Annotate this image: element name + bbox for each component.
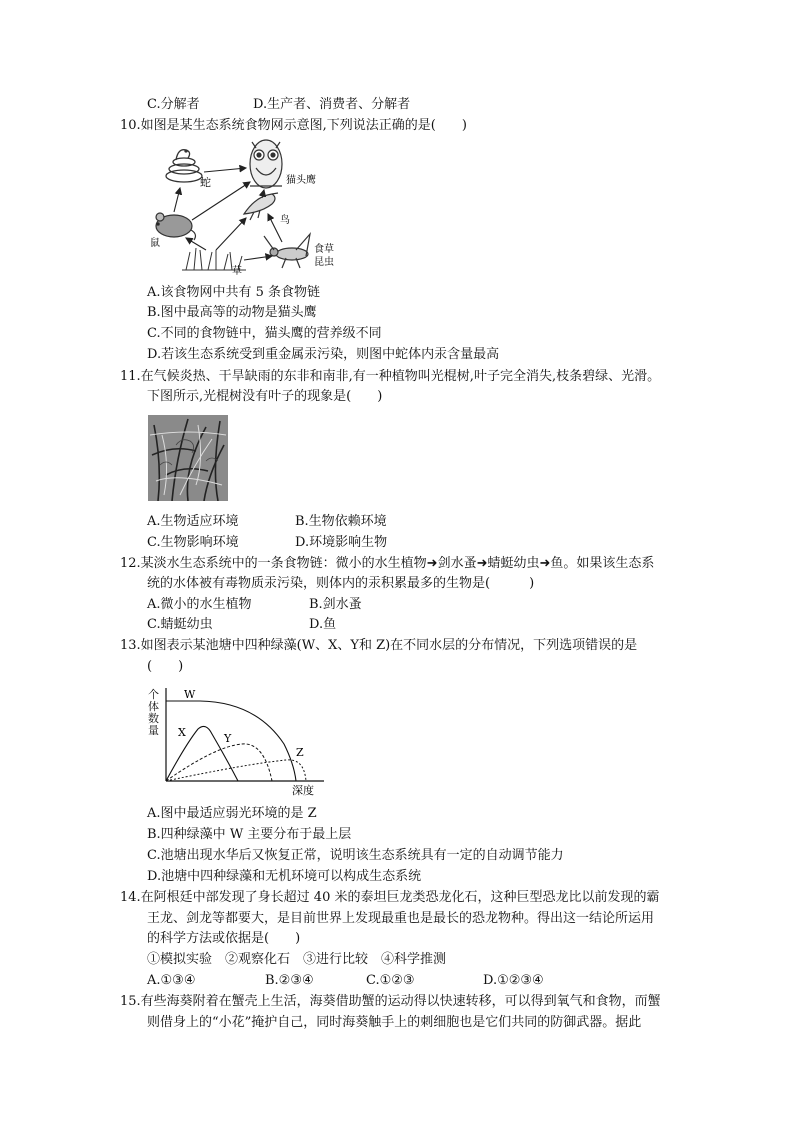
insect-label-2: 昆虫 — [314, 257, 334, 268]
q10-option-c: C.不同的食物链中，猫头鹰的营养级不同 — [147, 326, 382, 341]
q13-option-c: C.池塘出现水华后又恢复正常，说明该生态系统具有一定的自动调节能力 — [147, 848, 564, 863]
q11-stem-line1: 11.在气候炎热、干旱缺雨的东非和南非,有一种植物叫光棍树,叶子完全消失,枝条碧绿、光滑。 — [120, 369, 661, 384]
curve-label-y: Y — [224, 732, 232, 745]
q12-option-b: B.剑水蚤 — [309, 597, 362, 612]
q13-stem-line2: ( ) — [147, 659, 184, 674]
ylabel-char-4: 量 — [148, 724, 159, 737]
owl-label: 猫头鹰 — [286, 175, 316, 186]
q14-stem-line3: 的科学方法或依据是( ) — [147, 931, 301, 946]
arrow-mouse-snake — [174, 188, 180, 212]
q14-stem-line1: 14.在阿根廷中部发现了身长超过 40 米的泰坦巨龙类恐龙化石，这种巨型恐龙比以前发现的霸 — [120, 890, 660, 905]
q12-option-a: A.微小的水生植物 — [147, 597, 252, 612]
q12-option-d: D.鱼 — [309, 617, 337, 632]
q9-option-d: D.生产者、消费者、分解者 — [253, 97, 411, 112]
q13-option-d: D.池塘中四种绿藻和无机环境可以构成生态系统 — [147, 869, 422, 884]
bird-label: 鸟 — [280, 215, 290, 226]
ylabel-char-3: 数 — [148, 712, 159, 725]
mouse-icon — [156, 213, 195, 240]
snake-label: 蛇 — [200, 176, 211, 189]
ylabel-char-2: 体 — [148, 700, 159, 713]
arrow-grass-insect — [244, 256, 272, 260]
q14-items: ①模拟实验 ②观察化石 ③进行比较 ④科学推测 — [147, 952, 447, 967]
q15-stem-line2: 则借身上的“小花”掩护自己，同时海葵触手上的刺细胞也是它们共同的防御武器。据此 — [147, 1015, 642, 1030]
bird-icon — [244, 193, 278, 220]
q10-option-b: B.图中最高等的动物是猫头鹰 — [147, 305, 317, 320]
insect-label-1: 食草 — [314, 244, 334, 255]
q11-option-b: B.生物依赖环境 — [295, 514, 387, 529]
q10-option-a: A.该食物网中共有 5 条食物链 — [147, 285, 321, 300]
mouse-label: 鼠 — [150, 238, 160, 249]
q14-option-b: B.②③④ — [265, 973, 314, 988]
q11-stem-line2: 下图所示,光棍树没有叶子的现象是( ) — [147, 389, 383, 404]
q9-option-c: C.分解者 — [147, 97, 200, 112]
q11-leafless-tree-photo — [148, 415, 228, 501]
q12-stem-line1: 12.某淡水生态系统中的一条食物链：微小的水生植物➜剑水蚤➜蜻蜓幼虫➜鱼。如果该生态系 — [120, 556, 655, 571]
curve-label-x: X — [178, 726, 186, 739]
q15-stem-line1: 15.有些海葵附着在蟹壳上生活，海葵借助蟹的运动得以快速转移，可以得到氧气和食物，而蟹 — [120, 994, 661, 1009]
owl-icon — [250, 140, 282, 188]
q13-option-a: A.图中最适应弱光环境的是 Z — [147, 806, 317, 821]
q14-stem-line2: 王龙、剑龙等都要大，是目前世界上发现最重也是最长的恐龙物种。得出这一结论所运用 — [147, 911, 655, 926]
q13-stem-line1: 13.如图表示某池塘中四种绿藻(W、X、Y和 Z)在不同水层的分布情况，下列选项错误的是 — [120, 638, 638, 653]
insect-icon — [264, 234, 310, 268]
arrow-grass-bird — [216, 218, 246, 250]
q13-option-b: B.四种绿藻中 W 主要分布于最上层 — [147, 827, 352, 842]
q10-food-web-figure — [146, 138, 346, 280]
curve-y — [166, 744, 272, 781]
q11-option-a: A.生物适应环境 — [147, 514, 239, 529]
grass-label: 草 — [232, 266, 242, 277]
q14-option-c: C.①②③ — [366, 973, 415, 988]
snake-icon — [166, 150, 202, 182]
ylabel-char-1: 个 — [148, 688, 159, 701]
xlabel: 深度 — [292, 784, 314, 797]
q12-option-c: C.蜻蜓幼虫 — [147, 617, 213, 632]
q11-option-c: C.生物影响环境 — [147, 535, 239, 550]
q12-stem-line2: 统的水体被有毒物质汞污染，则体内的汞积累最多的生物是( ) — [147, 576, 535, 591]
curve-label-z: Z — [296, 746, 304, 759]
q14-option-d: D.①②③④ — [483, 973, 544, 988]
q13-algae-depth-chart — [146, 684, 336, 798]
arrow-snake-owl — [204, 168, 246, 172]
curve-label-w: W — [184, 688, 196, 701]
q14-option-a: A.①③④ — [147, 973, 196, 988]
q10-option-d: D.若该生态系统受到重金属汞污染，则图中蛇体内汞含量最高 — [147, 347, 500, 362]
q11-option-d: D.环境影响生物 — [295, 535, 388, 550]
q10-stem: 10.如图是某生态系统食物网示意图,下列说法正确的是( ) — [120, 118, 467, 133]
